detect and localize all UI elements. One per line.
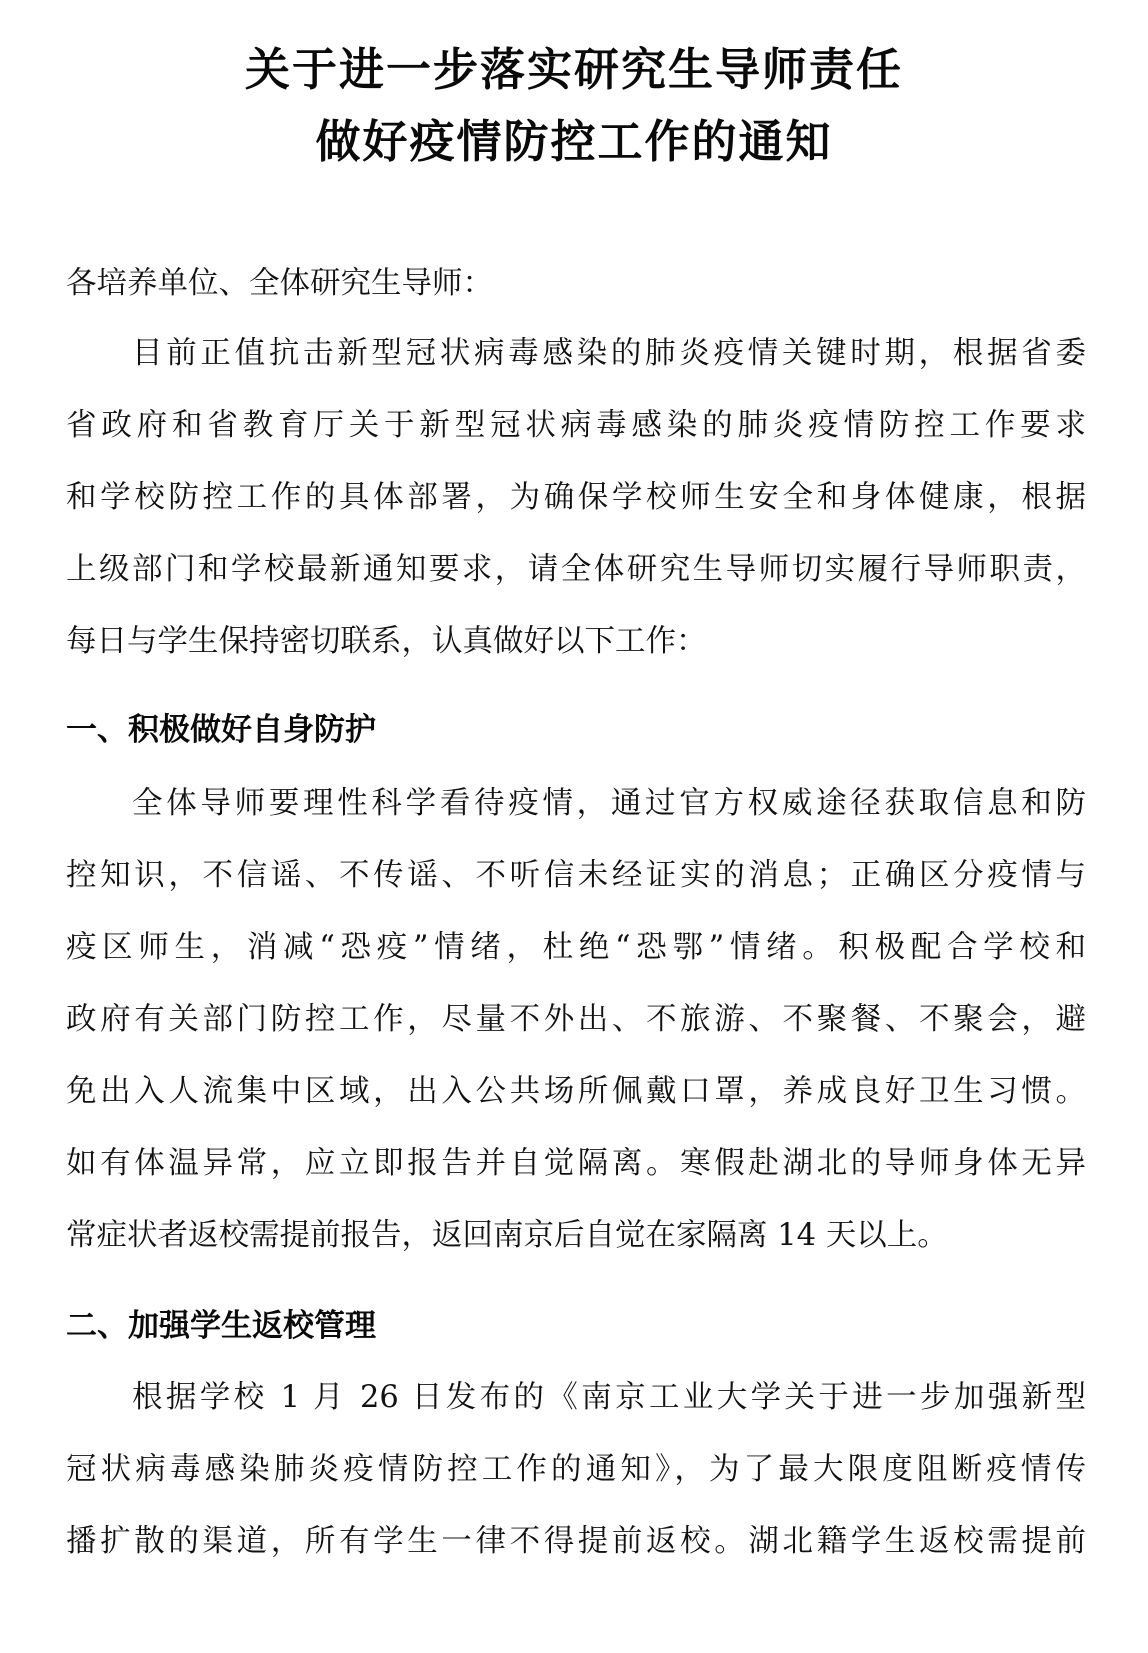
salutation: 各培养单位、全体研究生导师： xyxy=(66,266,493,301)
section-1-line: 如有体温异常，应立即报告并自觉隔离。寒假赴湖北的导师身体无异 xyxy=(66,1146,1086,1181)
section-1-line: 政府有关部门防控工作，尽量不外出、不旅游、不聚餐、不聚会，避 xyxy=(66,1002,1086,1037)
section-2-line: 播扩散的渠道，所有学生一律不得提前返校。湖北籍学生返校需提前 xyxy=(66,1524,1086,1559)
document-title-line-2: 做好疫情防控工作的通知 xyxy=(315,115,833,168)
section-1-line: 控知识，不信谣、不传谣、不听信未经证实的消息；正确区分疫情与 xyxy=(66,858,1086,893)
section-2-line: 根据学校 1 月 26 日发布的《南京工业大学关于进一步加强新型 xyxy=(132,1380,1086,1415)
intro-line: 每日与学生保持密切联系，认真做好以下工作： xyxy=(66,624,707,659)
section-1-line: 常症状者返校需提前报告，返回南京后自觉在家隔离 14 天以上。 xyxy=(66,1218,948,1253)
section-2-heading: 二、加强学生返校管理 xyxy=(66,1308,376,1344)
document-title-line-1: 关于进一步落实研究生导师责任 xyxy=(244,43,903,96)
intro-line: 上级部门和学校最新通知要求，请全体研究生导师切实履行导师职责， xyxy=(66,552,1086,587)
section-1-line: 免出入人流集中区域，出入公共场所佩戴口罩，养成良好卫生习惯。 xyxy=(66,1074,1086,1109)
intro-line: 和学校防控工作的具体部署，为确保学校师生安全和身体健康，根据 xyxy=(66,480,1086,515)
intro-line: 目前正值抗击新型冠状病毒感染的肺炎疫情关键时期，根据省委 xyxy=(132,336,1086,371)
intro-line: 省政府和省教育厅关于新型冠状病毒感染的肺炎疫情防控工作要求 xyxy=(66,408,1086,443)
section-1-line: 全体导师要理性科学看待疫情，通过官方权威途径获取信息和防 xyxy=(132,786,1086,821)
section-1-line: 疫区师生，消减“恐疫”情绪，杜绝“恐鄂”情绪。积极配合学校和 xyxy=(66,930,1086,965)
section-1-heading: 一、积极做好自身防护 xyxy=(66,712,376,748)
section-2-line: 冠状病毒感染肺炎疫情防控工作的通知》，为了最大限度阻断疫情传 xyxy=(66,1452,1086,1487)
